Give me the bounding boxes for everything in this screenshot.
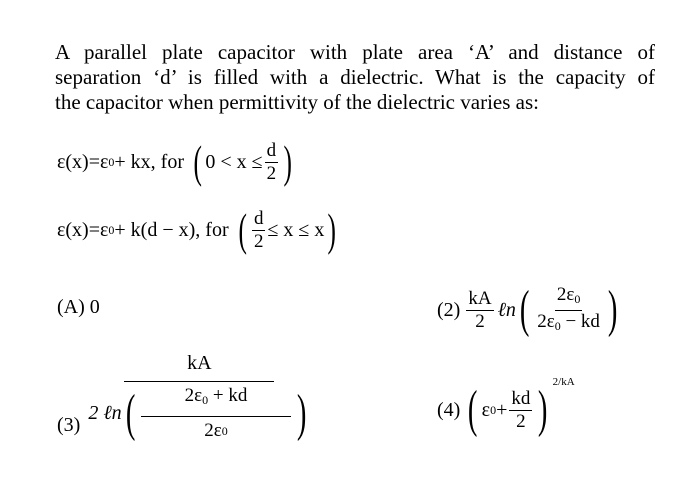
- eq1-rhs: + kx, for: [114, 150, 185, 173]
- eq2-fraction: [252, 209, 266, 252]
- option-a-label: (A): [57, 296, 85, 318]
- option-3-ln: 2 ℓn: [88, 402, 122, 424]
- option-4-base-sub: 0: [490, 402, 497, 417]
- option-3-den: [88, 382, 310, 441]
- option-3-label: (3): [57, 414, 81, 436]
- option-2-ln: ℓn: [497, 298, 516, 321]
- option-2-left-paren: (: [519, 281, 530, 338]
- eq1-right-paren: ): [283, 136, 292, 187]
- eq2-lhs: ε(x)=ε: [57, 218, 109, 241]
- option-2-frac-den: $2\varepsilon_0$ − kd: [537, 310, 600, 333]
- eq2-rhs: + k(d − x), for: [114, 218, 229, 241]
- option-2-coef-num: kA: [468, 287, 492, 309]
- eq1-fraction: [265, 141, 279, 184]
- eq2-frac-num: d: [253, 207, 264, 229]
- eq2-sub: 0: [108, 222, 115, 237]
- option-4-label: (4): [437, 398, 461, 421]
- option-4-frac-num: kd: [511, 387, 531, 409]
- option-a: [57, 296, 100, 319]
- option-2-right-paren: ): [607, 281, 618, 338]
- option-4-base: ε: [481, 398, 491, 421]
- question-line-1: A parallel plate capacitor with plate area ‘A’ and distance of: [55, 40, 655, 64]
- option-3-right-paren: ): [296, 384, 307, 442]
- eq1-condition-left: 0 < x ≤: [205, 150, 263, 173]
- option-4-frac-den: 2: [516, 410, 526, 432]
- question-line-3: the capacitor when permittivity of the dielectric varies as:: [55, 90, 539, 114]
- eq1-sub: 0: [108, 154, 115, 169]
- option-2-label: (2): [437, 298, 461, 321]
- eq1-frac-num: d: [266, 139, 277, 161]
- option-2-coef-den: 2: [475, 310, 485, 332]
- option-4-exponent: 2/kA: [552, 376, 575, 388]
- option-4-right-paren: ): [538, 381, 548, 438]
- eq1-frac-den: 2: [266, 162, 277, 184]
- eq2-condition-right: ≤ x ≤ x: [267, 218, 325, 241]
- option-3-fraction: [88, 352, 310, 441]
- option-4: [437, 378, 575, 442]
- question-text: [55, 40, 655, 115]
- eq1-lhs: ε(x)=ε: [57, 150, 109, 173]
- option-2: [437, 280, 621, 340]
- option-2-frac-num: $2\varepsilon_0$: [555, 285, 582, 311]
- option-2-fraction: [535, 285, 602, 336]
- option-3: [57, 352, 310, 441]
- equation-1: [57, 134, 295, 190]
- eq2-left-paren: (: [238, 204, 247, 255]
- option-4-fraction: [509, 389, 532, 432]
- option-3-num: kA: [124, 352, 274, 382]
- question-line-2: separation ‘d’ is filled with a dielectric. What is the capacity of: [55, 65, 655, 89]
- option-4-plus: +: [496, 398, 508, 421]
- eq2-frac-den: 2: [253, 230, 264, 252]
- option-3-left-paren: (: [125, 384, 136, 442]
- option-3-inner-den: 2ε 0: [204, 420, 228, 441]
- option-2-coef: [466, 289, 493, 332]
- option-a-value: 0: [89, 296, 100, 318]
- option-3-inner-fraction: [141, 386, 291, 441]
- option-4-left-paren: (: [468, 381, 478, 438]
- option-3-inner-num: $2\varepsilon_0$ + kd: [141, 386, 291, 417]
- equation-2: [57, 202, 340, 258]
- eq1-left-paren: (: [193, 136, 202, 187]
- eq2-right-paren: ): [327, 204, 337, 255]
